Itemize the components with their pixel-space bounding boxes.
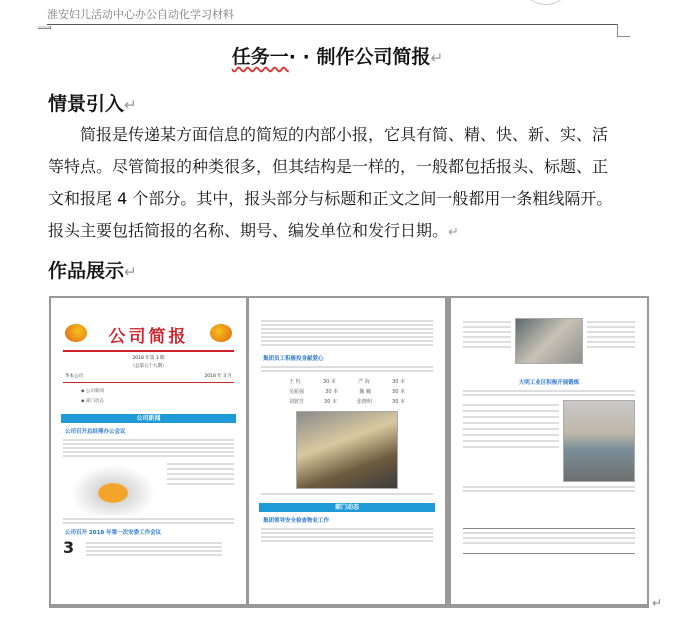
- intro-line-4: 报头主要包括简报的名称、期号、编发单位和发行日期。↵: [48, 221, 459, 240]
- paragraph-mark-icon: ↵: [430, 49, 444, 67]
- article-headline-1: 公司召开总经理办公会议: [65, 429, 126, 435]
- title-part2: · · 制作公司简报: [288, 46, 431, 68]
- crop-mark-top-left: [38, 26, 51, 29]
- intro-line-2: 等特点。尽管简报的种类很多，但其结构是一样的，一般都包括报头、标题、正: [48, 157, 609, 176]
- article-headline-4: 集团领导安全检查物业工作: [263, 518, 330, 524]
- heading-scene-intro-text: 情景引入: [48, 93, 125, 115]
- list-item: 王 恒 30 本 严 海 30 本: [289, 379, 405, 385]
- paragraph-mark-icon: ↵: [124, 96, 137, 114]
- logo-left-icon: [65, 324, 87, 342]
- document-title: [0, 42, 675, 69]
- toc: [81, 388, 216, 404]
- article-headline-2: 公司召开 2018 年第一次安委工作会议: [65, 530, 162, 536]
- masthead-title: 公司简报: [108, 327, 189, 347]
- paragraph-mark-icon: ↵: [124, 263, 137, 281]
- article-headline-3: 集团员工积极投身献爱心: [263, 356, 324, 362]
- list-item: 吴振强 30 本 魏 巍 30 本: [289, 389, 405, 395]
- toc-item: ◆ 公司新闻: [81, 389, 104, 394]
- article-headline-5: 大明工业区积极开展锻炼: [518, 380, 580, 386]
- newsletter-page-2: [249, 298, 445, 604]
- heading-scene-intro: [48, 89, 137, 116]
- heading-work-showcase: [48, 256, 137, 283]
- paragraph-mark-icon: ↵: [652, 596, 663, 610]
- intro-line-3: 文和报尾 4 个部分。其中，报头部分与标题和正文之间一般都用一条粗线隔开。: [48, 189, 613, 208]
- logo-right-icon: [210, 324, 232, 342]
- publish-date: 2018 年 3 月: [204, 374, 232, 379]
- newsletter-preview-image: [49, 296, 649, 608]
- intro-line-1: 简报是传递某方面信息的简短的内部小报，它具有简、精、快、新、实、活: [80, 125, 609, 144]
- donation-list: [289, 378, 405, 405]
- intro-paragraph: [48, 119, 618, 249]
- publisher-rule: [63, 382, 234, 383]
- newsletter-page-1: [51, 298, 246, 604]
- page-header-text: 淮安妇儿活动中心办公自动化学习材料: [47, 8, 234, 21]
- title-part1: 任务一: [231, 46, 289, 68]
- toc-item: ◆ 部门动态: [81, 399, 104, 404]
- section-band-dept: 部门动态: [259, 503, 435, 512]
- newsletter-page-3: [451, 298, 647, 604]
- header-decoration: [520, 0, 572, 5]
- issue-total: （总第五十九期）: [130, 364, 167, 369]
- newsletter-footer: [463, 528, 635, 554]
- kitchen-photo: [515, 318, 583, 364]
- masthead-rule: [63, 350, 234, 352]
- header-rule: [47, 24, 617, 25]
- publisher: 华本公司: [65, 374, 83, 379]
- donation-photo: [296, 411, 398, 489]
- issue-number: 2018 年第 3 期: [132, 356, 165, 361]
- section-band-news: 公司新闻: [61, 414, 236, 423]
- publisher-row: [65, 373, 232, 379]
- meeting-illustration-icon: [63, 460, 163, 515]
- meeting-graphic: [63, 460, 234, 515]
- exercise-photo: [563, 400, 635, 482]
- drop-cap: 3: [63, 538, 75, 557]
- paragraph-mark-icon: ↵: [448, 225, 459, 240]
- heading-work-showcase-text: 作品展示: [48, 260, 125, 282]
- crop-mark-top-right: [617, 24, 630, 37]
- list-item: 刘彼芳 30 本 张晓明 30 本: [289, 399, 405, 405]
